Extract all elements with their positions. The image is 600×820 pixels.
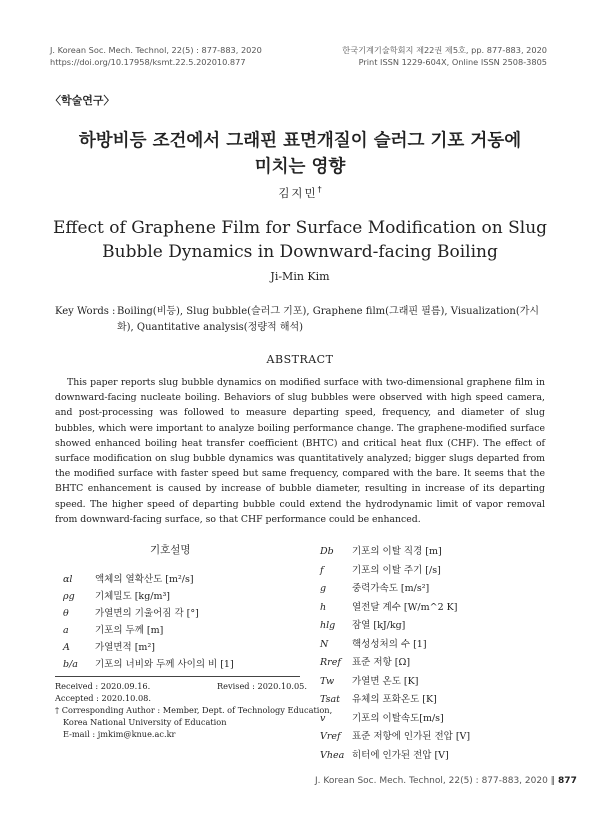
- nomenclature-row: [63, 639, 155, 653]
- nomenclature-symbol: v: [320, 712, 326, 724]
- nomenclature-symbol: Tw: [320, 675, 335, 687]
- footnote-divider: [55, 676, 300, 677]
- korean-title-line: 미치는 영향: [254, 157, 346, 177]
- keywords-label: Key Words :: [55, 306, 116, 317]
- nomenclature-description: 열전달 계수 [W/m^2 K]: [352, 601, 458, 613]
- nomenclature-description: 가열면의 기울어짐 각 [°]: [95, 608, 199, 619]
- nomenclature-symbol: A: [63, 642, 70, 653]
- nomenclature-row: [320, 617, 405, 631]
- nomenclature-row: [320, 580, 429, 594]
- corresponding-affiliation: Korea National University of Education: [63, 717, 227, 727]
- nomenclature-description: 핵성성처의 수 [1]: [352, 638, 427, 650]
- nomenclature-symbol: f: [320, 564, 324, 576]
- nomenclature-description: 액체의 열확산도 [m²/s]: [95, 574, 194, 585]
- nomenclature-heading: 기호설명: [150, 544, 191, 556]
- abstract-heading: ABSTRACT: [266, 353, 334, 366]
- nomenclature-symbol: hlg: [320, 620, 336, 631]
- korean-title: [40, 128, 560, 180]
- english-title: [40, 216, 560, 264]
- nomenclature-symbol: a: [63, 625, 69, 636]
- doi-link[interactable]: https://doi.org/10.17958/ksmt.22.5.202010.877: [50, 57, 246, 67]
- korean-title-line: 하방비등 조건에서 그래핀 표면개질이 슬러그 기포 거동에: [78, 131, 522, 151]
- nomenclature-row: [63, 656, 234, 670]
- nomenclature-row: [320, 599, 457, 613]
- nomenclature-symbol: b/a: [63, 659, 78, 670]
- nomenclature-description: 중력가속도 [m/s²]: [352, 583, 430, 594]
- korean-author: [0, 185, 600, 201]
- nomenclature-row: [63, 588, 170, 602]
- nomenclature-row: [63, 571, 194, 585]
- journal-citation: J. Korean Soc. Mech. Technol, 22(5) : 877-883, 2020: [50, 45, 262, 55]
- nomenclature-row: [320, 636, 427, 650]
- nomenclature-description: 기포의 이탈 주기 [/s]: [352, 564, 441, 576]
- corresponding-mark: †: [317, 185, 322, 195]
- nomenclature-symbol: g: [320, 583, 327, 594]
- page-number: 877: [558, 776, 577, 786]
- nomenclature-description: 가열면적 [m²]: [95, 642, 155, 653]
- nomenclature-symbol: N: [320, 638, 329, 650]
- nomenclature-description: 유체의 포화온도 [K]: [352, 694, 437, 705]
- korean-author-name: 김지민: [278, 186, 318, 200]
- issn-info: Print ISSN 1229-604X, Online ISSN 2508-3805: [358, 57, 547, 67]
- nomenclature-description: 표준 저항에 인가된 전압 [V]: [352, 731, 471, 742]
- nomenclature-row: [320, 710, 444, 724]
- article-category: 〈학술연구〉: [50, 94, 115, 107]
- english-title-line: Effect of Graphene Film for Surface Modification on Slug: [52, 218, 548, 238]
- journal-citation-korean: 한국기계기술학회지 제22권 제5호, pp. 877-883, 2020: [342, 45, 547, 55]
- nomenclature-symbol: Vref: [320, 731, 341, 742]
- nomenclature-row: [320, 562, 441, 576]
- page-footer: [315, 776, 577, 786]
- nomenclature-symbol: Db: [320, 546, 334, 557]
- accepted-date: Accepted : 2020.10.08.: [55, 693, 151, 703]
- revised-date: Revised : 2020.10.05.: [217, 681, 307, 691]
- footer-citation: J. Korean Soc. Mech. Technol, 22(5) : 877-883, 2020 ‖: [315, 776, 556, 786]
- nomenclature-symbol: Vhea: [320, 749, 345, 761]
- nomenclature-row: [320, 728, 470, 742]
- nomenclature-symbol: Rref: [320, 657, 341, 668]
- nomenclature-symbol: Tsat: [320, 694, 341, 705]
- nomenclature-symbol: ρg: [63, 591, 75, 602]
- nomenclature-row: [63, 622, 163, 636]
- nomenclature-description: 기포의 이탈속도[m/s]: [352, 712, 444, 724]
- nomenclature-description: 가열면 온도 [K]: [352, 675, 419, 687]
- nomenclature-description: 잠열 [kJ/kg]: [352, 620, 406, 631]
- nomenclature-description: 히터에 인가된 전압 [V]: [352, 749, 449, 761]
- english-title-line: Bubble Dynamics in Downward-facing Boiling: [102, 242, 498, 262]
- nomenclature-description: 기포의 너비와 두께 사이의 비 [1]: [95, 659, 234, 670]
- nomenclature-row: [320, 543, 442, 557]
- nomenclature-description: 기포의 두께 [m]: [95, 625, 164, 636]
- keywords-text: Boiling(비등), Slug bubble(슬러그 기포), Graphene film(그래핀 필름), Visualization(가시화), Quantitative analysis(정량적 해석): [117, 306, 540, 333]
- nomenclature-row: [320, 673, 418, 687]
- nomenclature-description: 기체밀도 [kg/m³]: [95, 591, 170, 602]
- nomenclature-symbol: θ: [63, 608, 69, 619]
- nomenclature-description: 표준 저항 [Ω]: [352, 657, 411, 668]
- nomenclature-description: 기포의 이탈 직경 [m]: [352, 546, 442, 557]
- nomenclature-row: [63, 605, 199, 619]
- nomenclature-symbol: h: [320, 601, 327, 613]
- nomenclature-row: [320, 747, 449, 761]
- corresponding-email[interactable]: E-mail : jmkim@knue.ac.kr: [63, 729, 176, 739]
- nomenclature-row: [320, 691, 437, 705]
- nomenclature-row: [320, 654, 410, 668]
- received-date: Received : 2020.09.16.: [55, 681, 151, 691]
- nomenclature-symbol: αl: [63, 574, 73, 585]
- corresponding-author: † Corresponding Author : Member, Dept. of Technology Education,: [55, 705, 333, 715]
- abstract-body: This paper reports slug bubble dynamics on modified surface with two-dimensional graphene film in downward-facing nucleate boiling. Behaviors of slug bubbles were observed with high speed camera, and post-processing was followed to measure departing speed, frequency, and diameter of slug bubbles, which were important to analyze boiling performance change. The graphene-modified surface showed enhanced boiling heat transfer coefficient (BHTC) and critical heat flux (CHF). The effect of surface modification on slug bubble dynamics was quantitatively analyzed; bigger slugs departed from the modified surface with faster speed but same frequency, compared with the bare. It seems that the BHTC enhancement is caused by increase of bubble diameter, resulting in increase of its departing speed. The higher speed of departing bubble could extend the hydrodynamic limit of vapor removal from downward-facing surface, so that CHF performance could be enhanced.: [55, 377, 545, 525]
- english-author: Ji-Min Kim: [270, 270, 330, 283]
